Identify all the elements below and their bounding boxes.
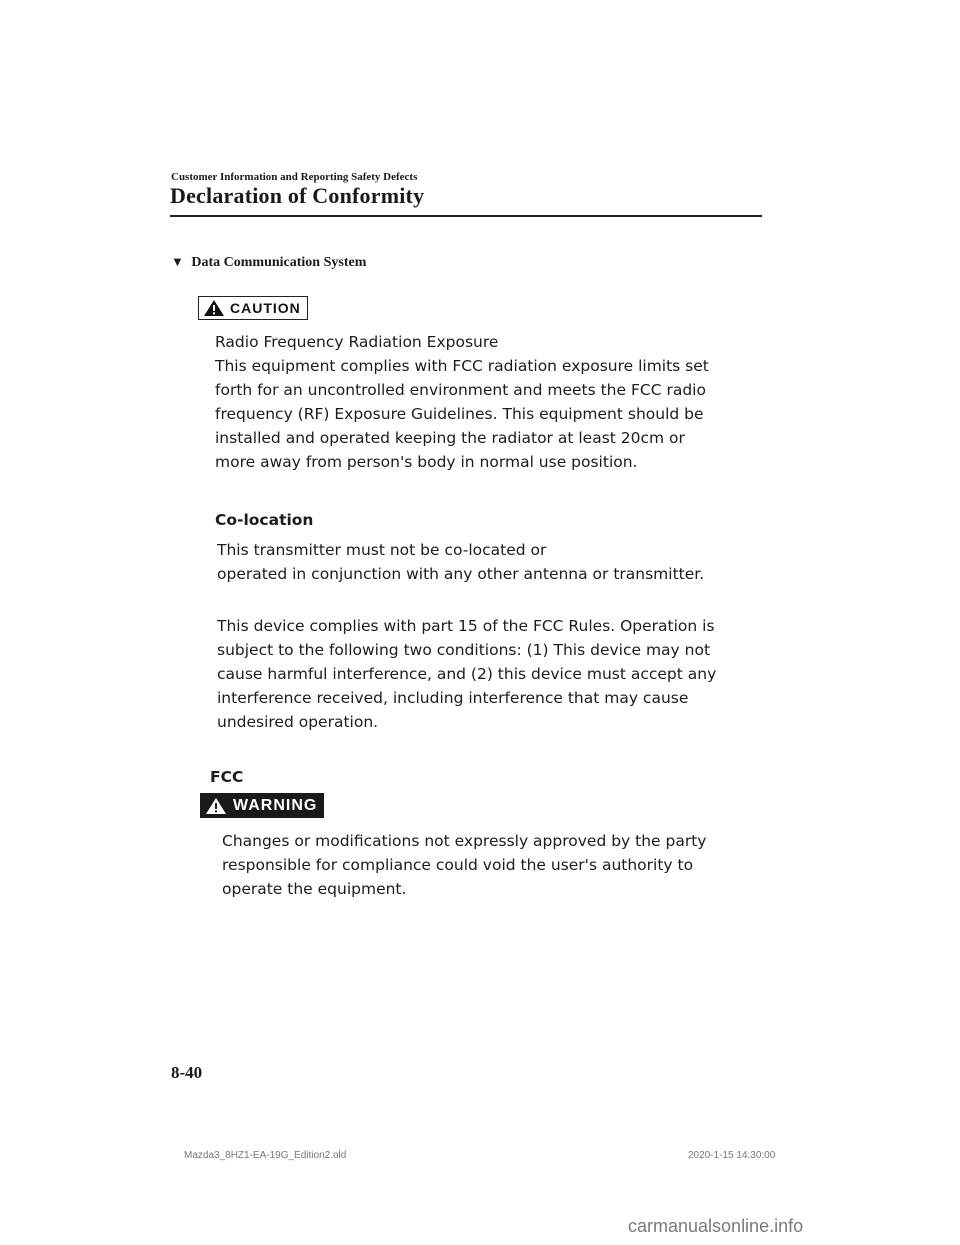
caution-text	[215, 330, 709, 474]
colocation-heading: Co-location	[215, 511, 314, 529]
caution-line: more away from person's body in normal use position.	[215, 453, 638, 471]
watermark: carmanualsonline.info	[628, 1216, 804, 1236]
part15-line: cause harmful interference, and (2) this device must accept any	[217, 665, 717, 683]
page-number: 8-40	[171, 1063, 203, 1082]
colocation-text	[217, 538, 704, 586]
subsection-title: Data Communication System	[191, 255, 367, 270]
warning-text	[222, 829, 706, 901]
caution-line: frequency (RF) Exposure Guidelines. This equipment should be	[215, 405, 704, 423]
caution-line: This equipment complies with FCC radiation exposure limits set	[215, 357, 709, 375]
colocation-line: operated in conjunction with any other antenna or transmitter.	[217, 565, 705, 583]
footer-timestamp: 2020-1-15 14:30:00	[688, 1150, 776, 1161]
triangle-down-icon: ▼	[171, 254, 184, 269]
warning-triangle-icon	[205, 797, 227, 815]
warning-line: responsible for compliance could void the user's authority to	[222, 856, 694, 874]
caution-line: installed and operated keeping the radiator at least 20cm or	[215, 429, 685, 447]
caution-line: forth for an uncontrolled environment and meets the FCC radio	[215, 381, 706, 399]
part15-line: subject to the following two conditions: (1) This device may not	[217, 641, 711, 659]
warning-line: operate the equipment.	[222, 880, 407, 898]
caution-label: CAUTION	[230, 300, 301, 316]
colocation-line: This transmitter must not be co-located or	[217, 541, 547, 559]
warning-triangle-icon	[203, 299, 225, 317]
part15-line: interference received, including interference that may cause	[217, 689, 689, 707]
part15-line: undesired operation.	[217, 713, 379, 731]
warning-line: Changes or modifications not expressly approved by the party	[222, 832, 707, 850]
caution-line: Radio Frequency Radiation Exposure	[215, 333, 499, 351]
section-label: Customer Information and Reporting Safety Defects	[171, 171, 418, 183]
part15-text	[217, 614, 716, 734]
fcc-heading: FCC	[210, 768, 244, 786]
warning-badge	[200, 793, 324, 818]
title-divider	[170, 215, 762, 217]
subsection-heading	[171, 254, 366, 271]
caution-badge	[198, 296, 308, 320]
warning-label: WARNING	[233, 796, 318, 814]
footer-filename: Mazda3_8HZ1-EA-19G_Edition2.old	[184, 1150, 347, 1161]
page-title: Declaration of Conformity	[170, 183, 425, 208]
part15-line: This device complies with part 15 of the FCC Rules. Operation is	[217, 617, 715, 635]
